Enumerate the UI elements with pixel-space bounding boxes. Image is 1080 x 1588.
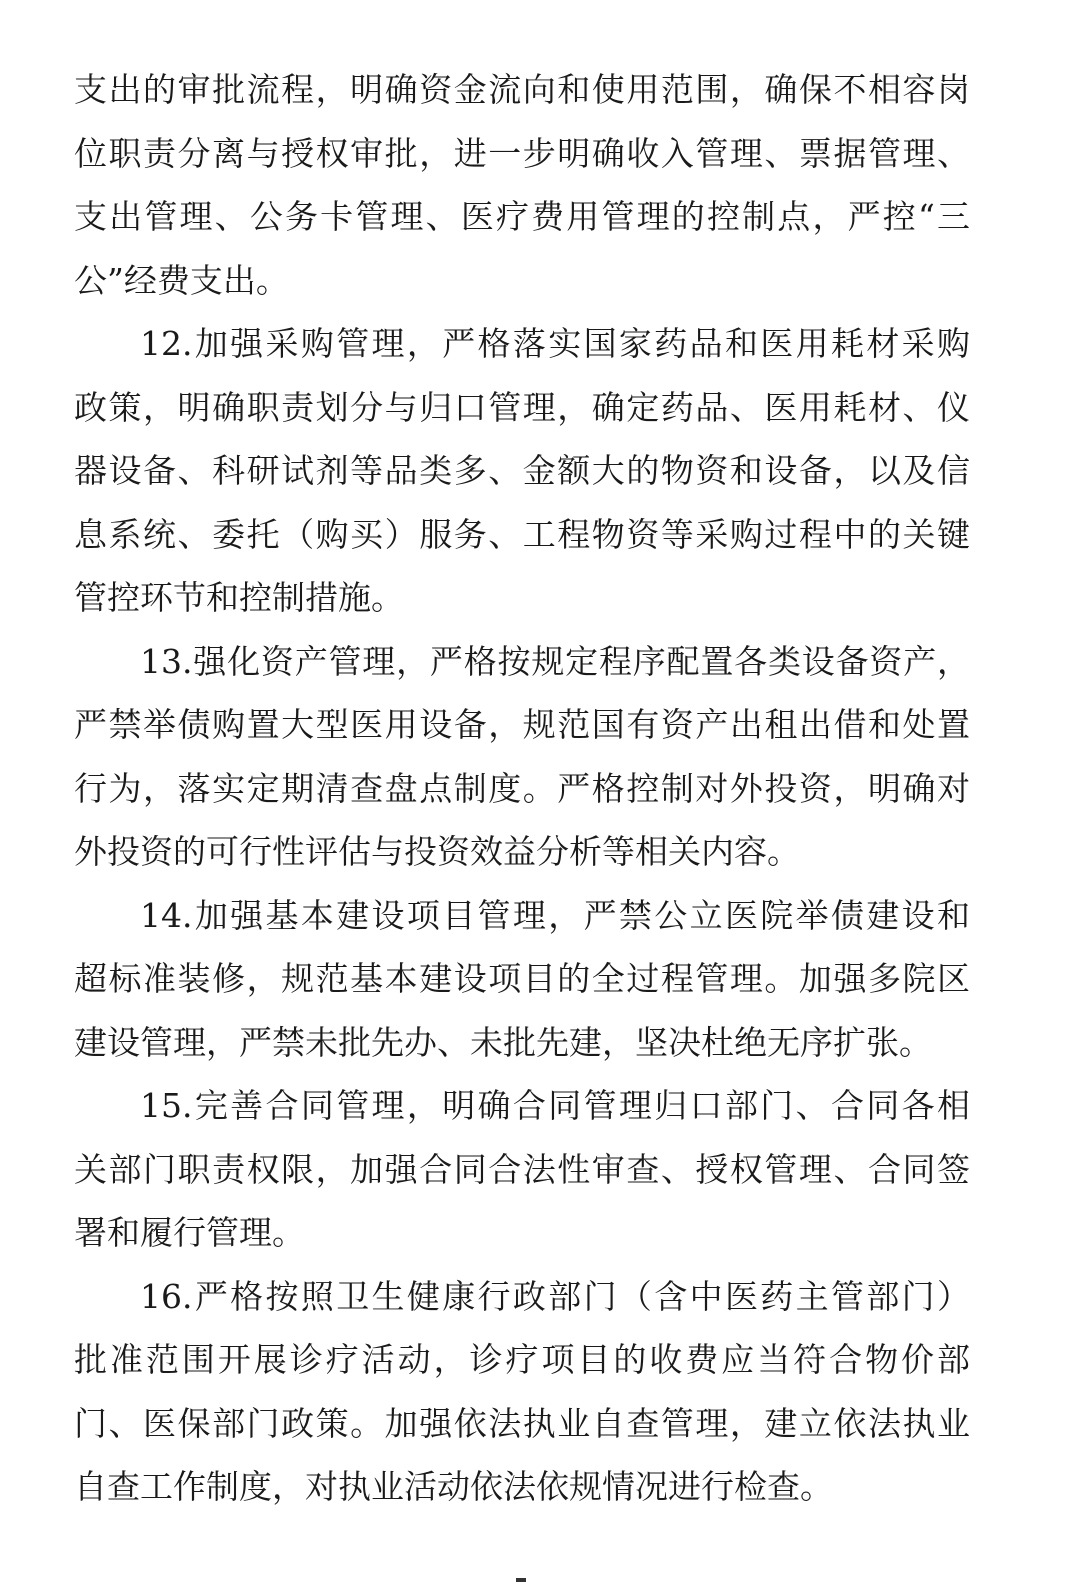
text-line: 支出的审批流程，明确资金流向和使用范围，确保不相容岗	[74, 70, 970, 109]
text-line: 15.完善合同管理，明确合同管理归口部门、合同各相	[140, 1086, 970, 1125]
text-line: 13.强化资产管理，严格按规定程序配置各类设备资产，	[140, 641, 970, 681]
paragraph-item-12	[74, 312, 970, 630]
text-line: 公”经费支出。	[74, 260, 289, 300]
text-line: 关部门职责权限，加强合同合法性审查、授权管理、合同签	[74, 1149, 970, 1189]
paragraph-continuation	[74, 58, 970, 312]
text-line: 器设备、科研试剂等品类多、金额大的物资和设备，以及信	[74, 451, 970, 490]
text-line: 14.加强基本建设项目管理，严禁公立医院举债建设和	[140, 895, 970, 935]
text-line: 管控环节和控制措施。	[74, 578, 404, 617]
text-line: 支出管理、公务卡管理、医疗费用管理的控制点，严控“三	[74, 197, 970, 236]
text-line: 政策，明确职责划分与归口管理，确定药品、医用耗材、仪	[74, 387, 970, 427]
text-line: 严禁举债购置大型医用设备，规范国有资产出租出借和处置	[74, 705, 970, 744]
text-line: 外投资的可行性评估与投资效益分析等相关内容。	[74, 832, 800, 871]
text-line: 位职责分离与授权审批，进一步明确收入管理、票据管理、	[74, 133, 970, 173]
text-line: 行为，落实定期清查盘点制度。严格控制对外投资，明确对	[74, 768, 970, 808]
text-line: 门、医保部门政策。加强依法执业自查管理，建立依法执业	[74, 1403, 970, 1443]
paragraph-item-16	[74, 1265, 970, 1519]
text-line: 自查工作制度，对执业活动依法依规情况进行检查。	[74, 1467, 833, 1506]
document-body	[74, 58, 970, 1519]
text-line: 批准范围开展诊疗活动，诊疗项目的收费应当符合物价部	[74, 1340, 970, 1379]
text-line: 超标准装修，规范基本建设项目的全过程管理。加强多院区	[74, 959, 970, 998]
text-line: 12.加强采购管理，严格落实国家药品和医用耗材采购	[140, 324, 970, 363]
text-line: 息系统、委托（购买）服务、工程物资等采购过程中的关键	[74, 514, 970, 554]
text-line: 建设管理，严禁未批先办、未批先建，坚决杜绝无序扩张。	[74, 1022, 932, 1062]
paragraph-item-13	[74, 630, 970, 884]
page-number-mark	[516, 1578, 526, 1582]
text-line: 署和履行管理。	[74, 1213, 305, 1252]
text-line: 16.严格按照卫生健康行政部门（含中医药主管部门）	[140, 1276, 970, 1316]
paragraph-item-14	[74, 884, 970, 1075]
paragraph-item-15	[74, 1074, 970, 1265]
